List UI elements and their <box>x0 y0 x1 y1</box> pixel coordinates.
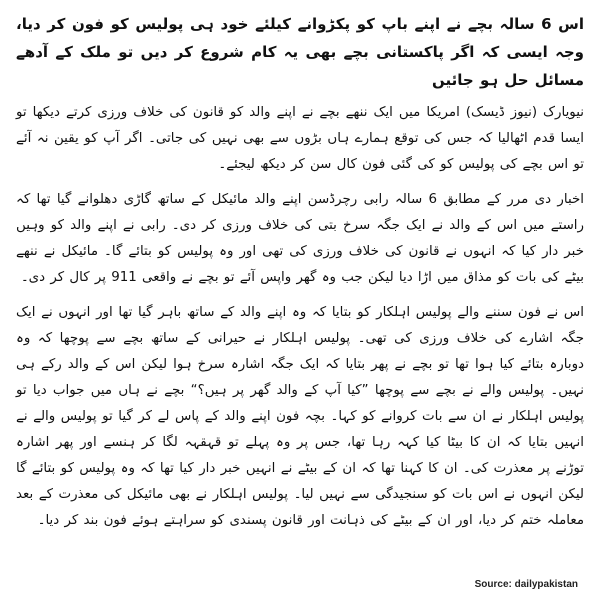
source-credit: Source: dailypakistan <box>474 579 578 590</box>
article-paragraph-3: اس نے فون سننے والے پولیس اہلکار کو بتایا کہ وہ اپنے والد کے ساتھ باہر گیا تھا اور انہوں نے ایک جگہ اشارے کی خلاف ورزی کی تھی۔ پولیس اہلکار نے حیرانی کے ساتھ بچے سے پوچھا کہ وہ دوبارہ بتائے کیا ہوا تھا تو بچے نے پھر بتایا کہ ایک جگہ اشارہ سرخ ہوا لیکن اس کے والد رکے ہی نہیں۔ پولیس والے نے بچے سے پوچھا ”کیا آپ کے والد گھر پر ہیں؟“ بچے نے ہاں میں جواب دیا تو پولیس اہلکار نے ان سے بات کروانے کو کہا۔ بچہ فون اپنے والد کے پاس لے کر گیا تو پولیس والے نے انہیں بتایا کہ ان کا بیٹا کیا کہہ رہا تھا، جس پر وہ پہلے تو قہقہہ لگا کر ہنسے اور پھر اشارہ توڑنے پر معذرت کی۔ ان کا کہنا تھا کہ ان کے بیٹے نے انہیں خبر دار کیا تھا کہ وہ پولیس کو بتائے گا لیکن انہوں نے اس بات کو سنجیدگی سے نہیں لیا۔ پولیس اہلکار نے بھی مائیکل کی معذرت کے بعد معاملہ ختم کر دیا، اور ان کے بیٹے کی ذہانت اور قانون پسندی کو سراہتے ہوئے فون بند کر دیا۔ <box>16 305 584 528</box>
article-paragraph-1: نیویارک (نیوز ڈیسک) امریکا میں ایک ننھے بچے نے اپنے والد کو قانون کی خلاف ورزی کرتے دیکھا تو ایسا قدم اٹھالیا کہ جس کی توقع ہمارے ہاں بڑوں سے بھی نہیں کی جاتی۔ اگر آپ کو یقین نہ آئے تو اس بچے کی پولیس کو کی گئی فون کال سن کر دیکھ لیجئے۔ <box>16 105 584 172</box>
article-body <box>16 10 584 534</box>
article-paragraph-2: اخبار دی مرر کے مطابق 6 سالہ رابی رچرڈسن اپنے والد مائیکل کے ساتھ گاڑی دھلوانے گیا تھا کہ راستے میں اس کے والد نے ایک جگہ سرخ بتی کی خلاف ورزی کر دی۔ رابی نے اپنے والد کو وہیں خبر دار کیا کہ انہوں نے قانون کی خلاف ورزی کی تھی اور وہ پولیس کو بتائے گا۔ مائیکل نے ننھے بیٹے کی بات کو مذاق میں اڑا دیا لیکن جب وہ گھر واپس آئے تو بچے نے واقعی 911 پر کال کر دی۔ <box>16 192 584 285</box>
article-headline: اس 6 سالہ بچے نے اپنے باپ کو پکڑوانے کیلئے خود ہی پولیس کو فون کر دیا، وجہ ایسی کہ اگر پاکستانی بچے بھی یہ کام شروع کر دیں تو ملک کے آدھے مسائل حل ہو جائیں <box>16 15 585 89</box>
